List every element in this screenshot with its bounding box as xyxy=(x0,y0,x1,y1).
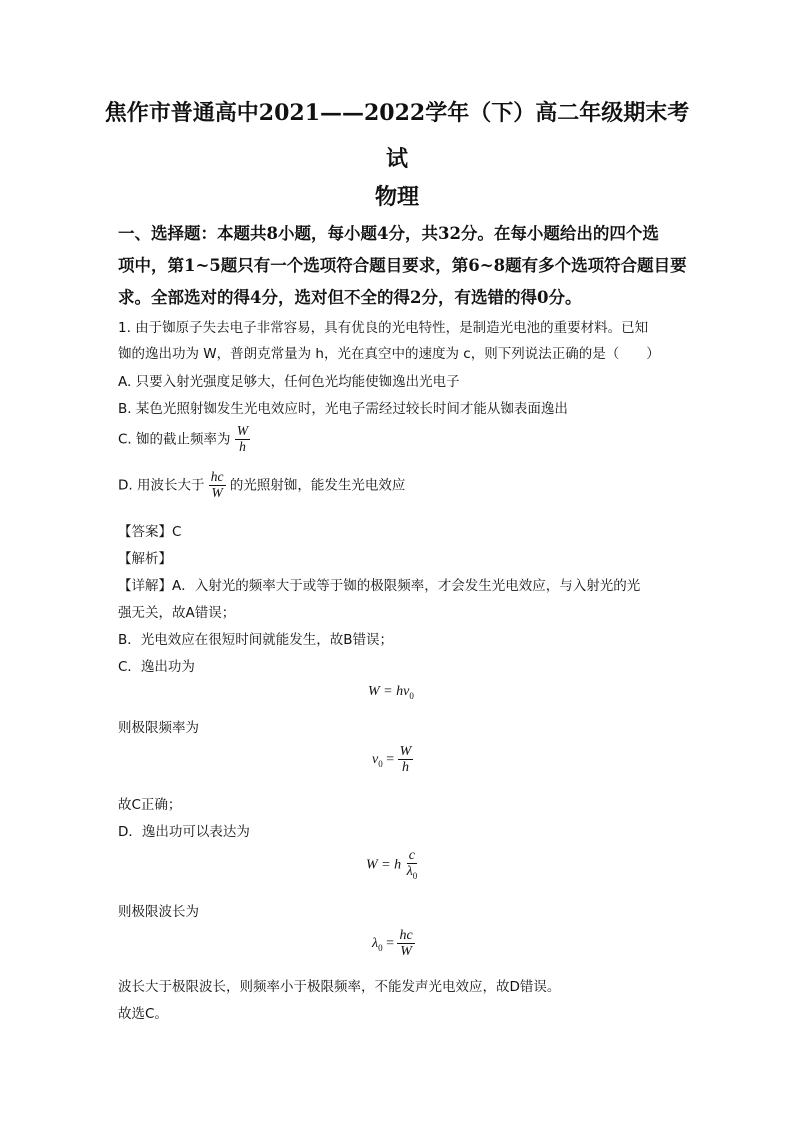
detail-d-line: D．逸出功可以表达为 xyxy=(118,824,250,840)
equation-2-fraction xyxy=(398,744,414,776)
equation-4-denominator: W xyxy=(400,944,412,960)
equation-1-text: W = hν xyxy=(368,684,410,699)
option-d-suffix: 的光照射铷，能发生光电效应 xyxy=(229,477,406,494)
option-d-denominator: W xyxy=(211,484,223,500)
equation-3-numerator: c xyxy=(408,848,415,863)
detail-line-1: 【详解】A．入射光的频率大于或等于铷的极限频率，才会发生光电效应，与入射光的光 xyxy=(118,578,641,594)
option-c-denominator: h xyxy=(239,438,246,454)
detail-b-line: B．光电效应在很短时间就能发生，故B错误； xyxy=(118,632,394,648)
equation-2-numerator: W xyxy=(399,744,412,759)
answer-line: 【答案】C xyxy=(118,524,182,540)
option-c-text: C. 铷的截止频率为 xyxy=(118,431,231,448)
equation-4-equals: = xyxy=(382,936,398,952)
section-line-1: 一、选择题：本题共8小题，每小题4分，共32分。在每小题给出的四个选 xyxy=(118,224,659,243)
limit-wavelength-text: 则极限波长为 xyxy=(118,904,199,920)
option-d-fraction xyxy=(209,470,226,501)
option-c xyxy=(118,424,250,455)
option-b: B. 某色光照射铷发生光电效应时，光电子需经过较长时间才能从铷表面逸出 xyxy=(118,401,568,417)
equation-2-lhs-subscript: 0 xyxy=(378,758,383,769)
equation-3-denominator xyxy=(405,864,420,882)
page-title-line1: 焦作市普通高中2021——2022学年（下）高二年级期末考 xyxy=(104,100,690,126)
equation-2-lhs: ν xyxy=(372,752,379,768)
equation-4-fraction xyxy=(397,928,414,960)
option-d-prefix: D. 用波长大于 xyxy=(118,477,205,494)
detail-c-line: C．逸出功为 xyxy=(118,659,195,675)
equation-2-denominator: h xyxy=(401,760,409,776)
option-c-numerator: W xyxy=(236,423,249,438)
option-d xyxy=(118,470,405,501)
analysis-heading: 【解析】 xyxy=(118,551,172,567)
equation-3-fraction xyxy=(405,848,420,882)
equation-4-lhs-subscript: 0 xyxy=(378,942,383,953)
equation-3 xyxy=(366,848,419,882)
option-d-numerator: hc xyxy=(210,469,224,484)
equation-1 xyxy=(368,684,414,701)
limit-frequency-text: 则极限频率为 xyxy=(118,720,199,736)
equation-4 xyxy=(372,928,415,960)
equation-2-equals: = xyxy=(382,752,398,768)
final-answer: 故选C。 xyxy=(118,1006,168,1022)
detail-line-2: 强无关，故A错误； xyxy=(118,605,236,621)
page-title-line2: 试 xyxy=(385,146,408,172)
equation-4-numerator: hc xyxy=(399,928,413,943)
option-c-fraction xyxy=(235,424,250,455)
subject-title: 物理 xyxy=(374,184,419,210)
option-a: A. 只要入射光强度足够大，任何色光均能使铷逸出光电子 xyxy=(118,374,460,390)
question-stem-line-2: 铷的逸出功为 W，普朗克常量为 h，光在真空中的速度为 c，则下列说法正确的是（ ） xyxy=(118,346,660,362)
equation-3-den-subscript: 0 xyxy=(412,871,418,882)
detail-c-conclusion: 故C正确； xyxy=(118,797,182,813)
section-line-2: 项中，第1~5题只有一个选项符合题目要求，第6~8题有多个选项符合题目要 xyxy=(118,256,687,275)
equation-3-lhs: W = h xyxy=(366,857,402,873)
detail-d-conclusion: 波长大于极限波长，则频率小于极限频率，不能发声光电效应，故D错误。 xyxy=(118,979,561,995)
equation-1-subscript: 0 xyxy=(409,690,414,701)
equation-2 xyxy=(372,744,413,776)
equation-4-lhs: λ xyxy=(372,936,379,952)
question-stem-line-1: 1. 由于铷原子失去电子非常容易，具有优良的光电特性，是制造光电池的重要材料。已知 xyxy=(118,320,649,336)
equation-3-den-symbol: λ xyxy=(406,864,413,880)
section-line-3: 求。全部选对的得4分，选对但不全的得2分，有选错的得0分。 xyxy=(118,288,582,307)
